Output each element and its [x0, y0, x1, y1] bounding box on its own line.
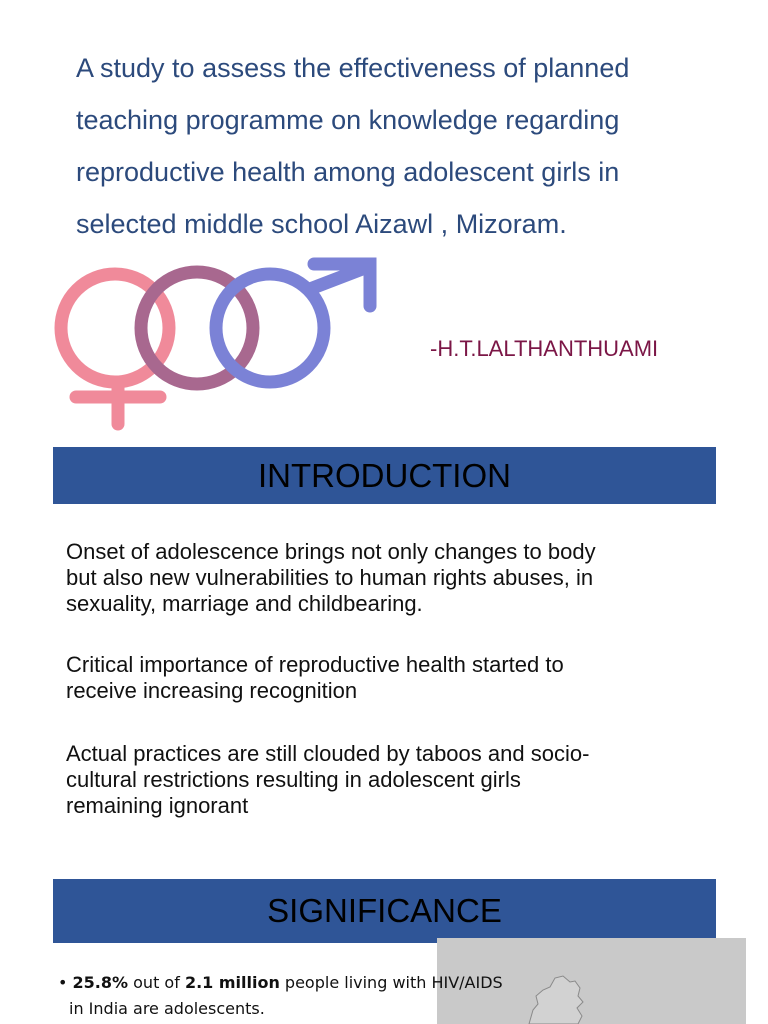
significance-bullet [58, 970, 538, 1022]
bullet-line [58, 970, 538, 996]
document-title [76, 42, 736, 250]
paragraph-line: but also new vulnerabilities to human rights abuses, in [66, 565, 594, 590]
paragraph-line: Critical importance of reproductive health started to [66, 652, 564, 677]
interlocked-gender-symbols-icon [52, 252, 382, 437]
bullet-text: people living with HIV/AIDS [279, 973, 503, 992]
paragraph-line: receive increasing recognition [66, 678, 358, 703]
bullet-text: out of [128, 973, 185, 992]
paragraph-line: Onset of adolescence brings not only changes to body [66, 539, 596, 564]
bullet-marker: • [58, 973, 68, 992]
title-line: A study to assess the effectiveness of planned [76, 53, 630, 83]
title-line: reproductive health among adolescent girls in [76, 157, 620, 187]
intro-paragraph [66, 741, 706, 819]
paragraph-line: remaining ignorant [66, 793, 249, 818]
paragraph-line: Actual practices are still clouded by taboos and socio- [66, 741, 590, 766]
introduction-heading: INTRODUCTION [53, 447, 716, 504]
title-line: teaching programme on knowledge regarding [76, 105, 620, 135]
intro-paragraph [66, 539, 706, 617]
paragraph-line: cultural restrictions resulting in adolescent girls [66, 767, 521, 792]
stat-percentage: 25.8% [72, 973, 129, 992]
significance-heading: SIGNIFICANCE [53, 879, 716, 943]
author-name: -H.T.LALTHANTHUAMI [430, 336, 659, 361]
intro-paragraph [66, 652, 706, 704]
female-cross [76, 382, 160, 424]
stat-count: 2.1 million [184, 973, 280, 992]
bullet-line: in India are adolescents. [69, 999, 265, 1018]
title-line: selected middle school Aizawl , Mizoram. [76, 209, 567, 239]
paragraph-line: sexuality, marriage and childbearing. [66, 591, 423, 616]
